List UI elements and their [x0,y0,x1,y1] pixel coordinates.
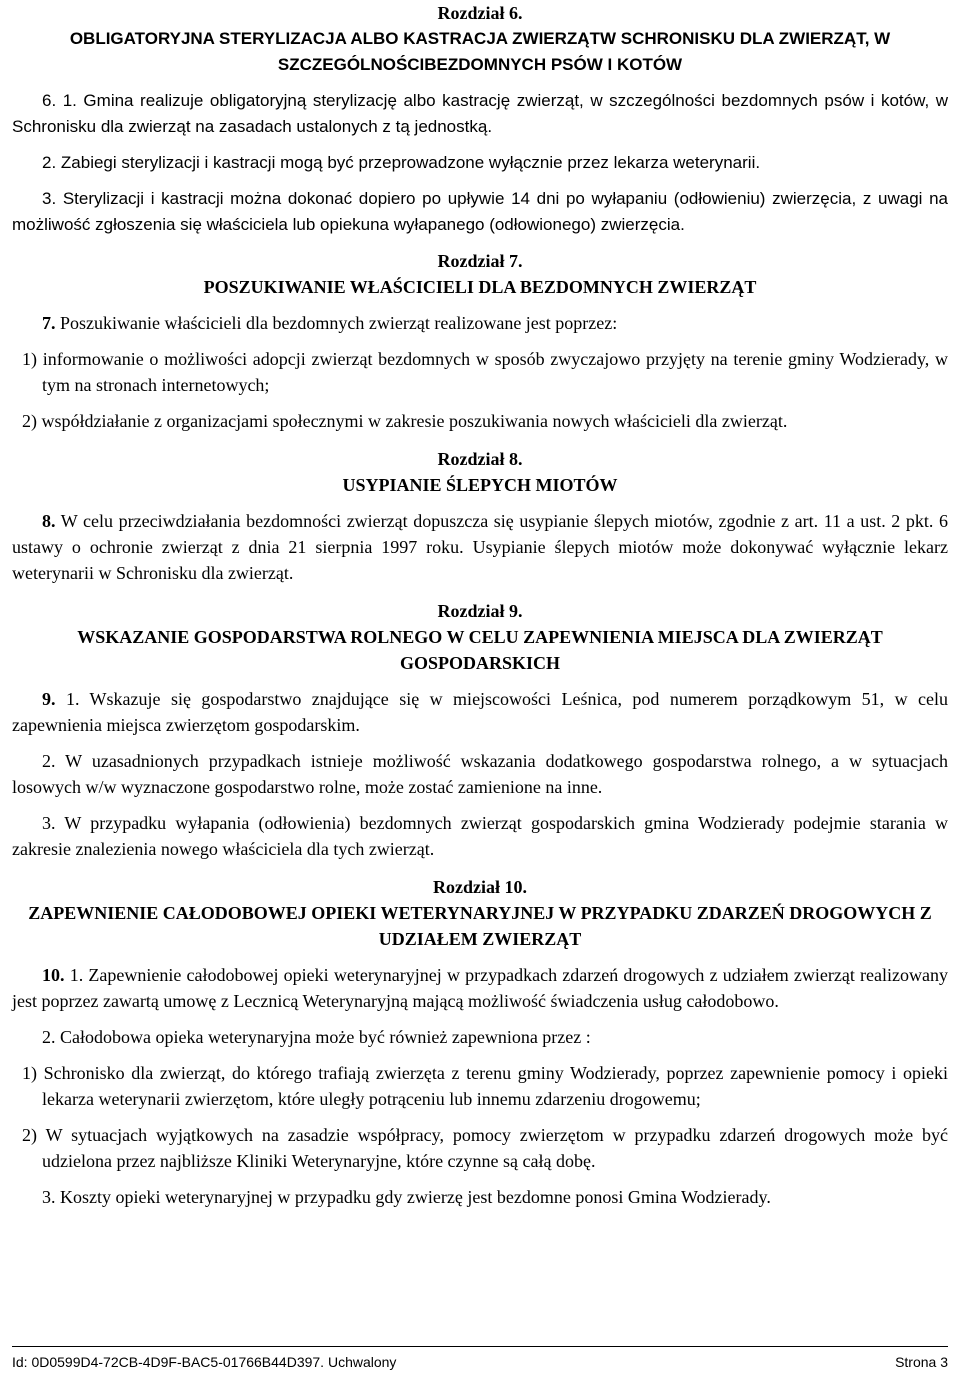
section-8-text: W celu przeciwdziałania bezdomności zwierząt dopuszcza się usypianie ślepych miotów, zgodnie z art. 11 a ust. 2 pkt. 6 ustawy o ochronie zwierząt z dnia 21 sierpnia 1997 roku. Usypianie ślepych miotów może dokonywać wyłącznie lekarz weterynarii w Schronisku dla zwierząt. [12,511,948,583]
chapter-7-heading: POSZUKIWANIE WŁAŚCICIELI DLA BEZDOMNYCH ZWIERZĄT [203,277,757,297]
section-9-paragraph-1 [12,686,948,738]
chapter-8-heading: USYPIANIE ŚLEPYCH MIOTÓW [342,475,618,495]
section-9-text-1: 1. Wskazuje się gospodarstwo znajdujące się w miejscowości Leśnica, pod numerem porządkowym 51, w celu zapewnienia miejsca zwierzętom gospodarskim. [12,689,948,735]
section-9-number: 9. [42,689,56,709]
document-page [12,0,948,1210]
section-9-paragraph-2: 2. W uzasadnionych przypadkach istnieje możliwość wskazania dodatkowego gospodarstwa rolnego, a w sytuacjach losowych w/w wyznaczone gospodarstwo rolne, może zostać zamienione na inne. [12,751,948,797]
section-7-number: 7. [42,313,56,333]
section-6-paragraph-1: 6. 1. Gmina realizuje obligatoryjną sterylizację albo kastrację zwierząt, w szczególności bezdomnych psów i kotów, w Schronisku dla zwierząt na zasadach ustalonych z tą jednostką. [12,91,948,136]
section-10-paragraph-1 [12,962,948,1014]
chapter-8-title: Rozdział 8. [437,449,523,469]
section-10-text-1: 1. Zapewnienie całodobowej opieki weterynaryjnej w przypadkach zdarzeń drogowych z udziałem zwierząt realizowany jest poprzez zawartą umowę z Lecznicą Weterynaryjną mającą możliwość świadczenia usług całodobowo. [12,965,949,1011]
chapter-7-title: Rozdział 7. [437,251,523,271]
section-10-number: 10. [42,965,65,985]
section-6-paragraph-3: 3. Sterylizacji i kastracji można dokonać dopiero po upływie 14 dni po wyłapaniu (odłowieniu) zwierzęcia, z uwagi na możliwość zgłoszenia się właściciela lub opiekuna wyłapanego (odłowionego) zwierzęcia. [12,189,948,234]
section-10-list-item-1: 1) Schronisko dla zwierząt, do którego trafiają zwierzęta z terenu gminy Wodzierady, poprzez zapewnienie pomocy i opieki lekarza weterynarii zwierzętom, które uległy potrąceniu lub innemu zdarzeniu drogowemu; [22,1063,948,1109]
page-number: Strona 3 [895,1354,948,1370]
section-10-list-item-2: 2) W sytuacjach wyjątkowych na zasadzie współpracy, pomocy zwierzętom w przypadku zdarzeń drogowych może być udzielona przez najbliższe Kliniki Weterynaryjne, które czynne są całą dobę. [22,1125,948,1171]
section-10-paragraph-3: 3. Koszty opieki weterynaryjnej w przypadku gdy zwierzę jest bezdomne ponosi Gmina Wodzierady. [42,1187,771,1207]
section-7-paragraph [12,310,948,336]
section-7-text: Poszukiwanie właścicieli dla bezdomnych zwierząt realizowane jest poprzez: [60,313,618,333]
page-footer [12,1346,948,1371]
chapter-10-title: Rozdział 10. [433,877,527,897]
chapter-10-heading: ZAPEWNIENIE CAŁODOBOWEJ OPIEKI WETERYNARYJNEJ W PRZYPADKU ZDARZEŃ DROGOWYCH Z UDZIAŁEM ZWIERZĄT [28,903,932,949]
section-7-list-item-2: 2) współdziałanie z organizacjami społecznymi w zakresie poszukiwania nowych właścicieli dla zwierząt. [22,411,788,431]
section-6-paragraph-2: 2. Zabiegi sterylizacji i kastracji mogą być przeprowadzone wyłącznie przez lekarza weterynarii. [42,153,761,172]
section-8-paragraph [12,508,948,586]
section-7-list-item-1: 1) informowanie o możliwości adopcji zwierząt bezdomnych w sposób zwyczajowo przyjęty na terenie gminy Wodzierady, w tym na stronach internetowych; [22,349,948,395]
chapter-9-title: Rozdział 9. [437,601,523,621]
document-id: Id: 0D0599D4-72CB-4D9F-BAC5-01766B44D397. Uchwalony [12,1354,397,1370]
chapter-9-heading: WSKAZANIE GOSPODARSTWA ROLNEGO W CELU ZAPEWNIENIA MIEJSCA DLA ZWIERZĄT GOSPODARSKICH [77,627,883,673]
chapter-6-heading: OBLIGATORYJNA STERYLIZACJA ALBO KASTRACJA ZWIERZĄTW SCHRONISKU DLA ZWIERZĄT, W SZCZEGÓLNOŚCIBEZDOMNYCH PSÓW I KOTÓW [69,29,891,74]
section-8-number: 8. [42,511,56,531]
section-9-paragraph-3: 3. W przypadku wyłapania (odłowienia) bezdomnych zwierząt gospodarskich gmina Wodzierady podejmie starania w zakresie znalezienia nowego właściciela dla tych zwierząt. [12,813,948,859]
chapter-6-title: Rozdział 6. [437,3,523,23]
section-10-paragraph-2: 2. Całodobowa opieka weterynaryjna może być również zapewniona przez : [42,1027,591,1047]
